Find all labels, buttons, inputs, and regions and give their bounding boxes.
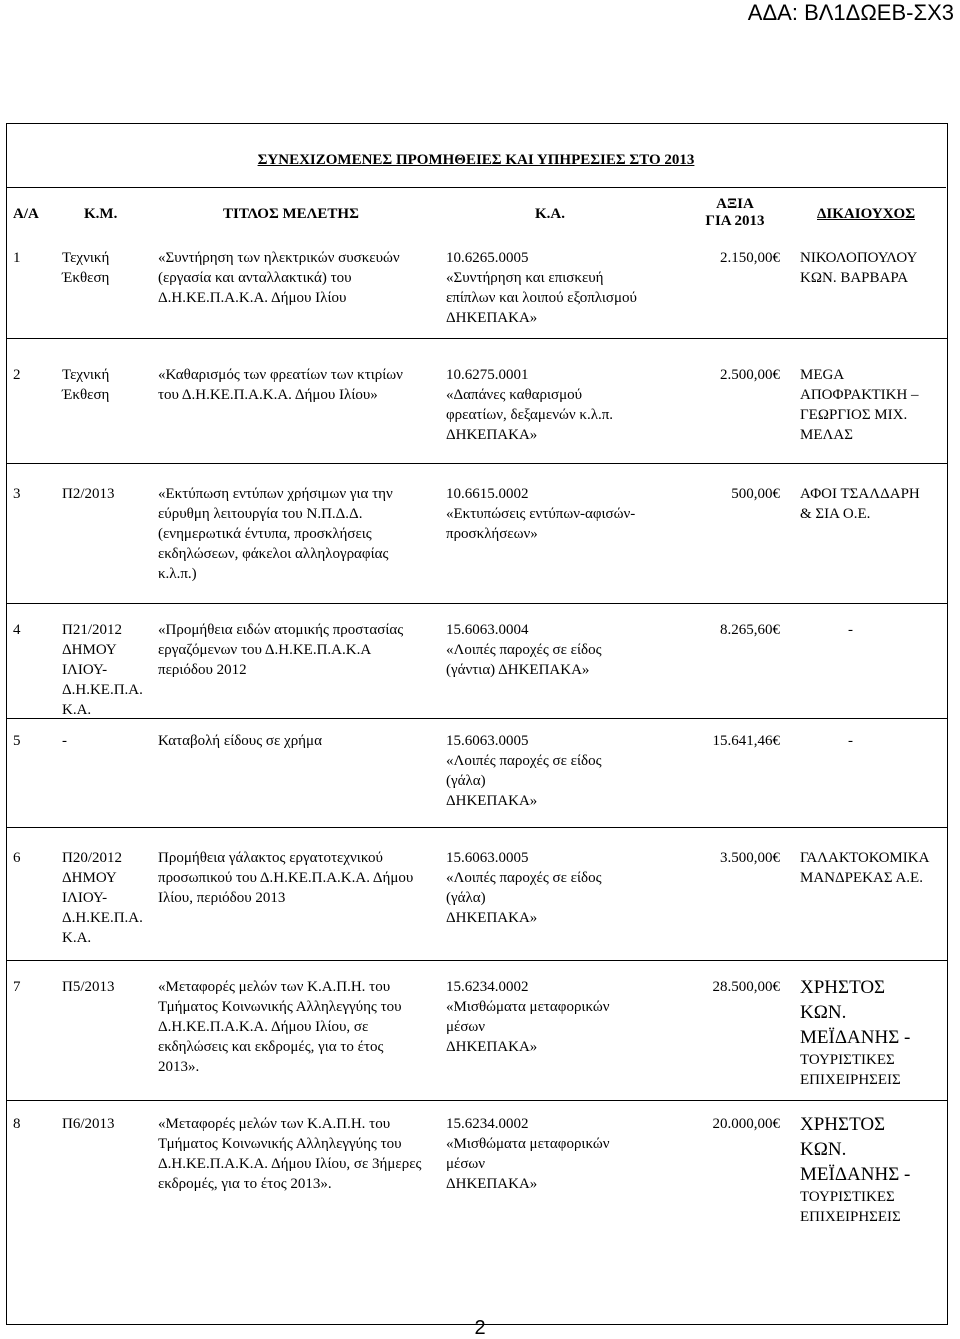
table-title: ΣΥΝΕΧΙΖΟΜΕΝΕΣ ΠΡΟΜΗΘΕΙΕΣ ΚΑΙ ΥΠΗΡΕΣΙΕΣ ΣΤΟ 2013 [257,152,695,168]
title-cell-line: του Δ.Η.ΚΕ.Π.Α.Κ.Α. Δήμου Ιλίου» [158,387,378,403]
title-cell-line: Δ.Η.ΚΕ.Π.Α.Κ.Α. Δήμου Ιλίου, σε 3ήμερες [158,1156,422,1172]
km-cell-line: - [62,733,67,749]
row-number: 1 [13,250,21,266]
ka-cell-line: 15.6234.0002 [446,979,529,995]
km-cell-line: Δ.Η.ΚΕ.Π.Α. [62,910,143,926]
title-cell-line: (ενημερωτικά έντυπα, προσκλήσεις [158,526,372,542]
row-separator [6,603,947,604]
km-cell-line: Κ.Α. [62,702,92,718]
km-cell-line: ΔΗΜΟΥ [62,642,117,658]
ka-cell-line: «Λοιπές παροχές σε είδος [446,870,602,886]
beneficiary-cell-line: ΑΠΟΦΡΑΚΤΙΚΗ – [800,387,919,403]
ka-cell-line: 10.6275.0001 [446,367,529,383]
beneficiary-cell-line: ΝΙΚΟΛΟΠΟΥΛΟΥ [800,250,918,266]
title-cell-line: (εργασία και ανταλλακτικά) του [158,270,352,286]
row-separator [6,960,947,961]
value-cell: 15.641,46€ [712,733,780,749]
title-cell-line: «Προμήθεια ειδών ατομικής προστασίας [158,622,404,638]
title-cell-line: περιόδου 2012 [158,662,247,678]
row-number: 3 [13,486,21,502]
document-id: ΑΔΑ: ΒΛ1ΔΩΕΒ-ΣΧ3 [747,0,954,25]
title-cell-line: εύρυθμη λειτουργία του Ν.Π.Δ.Δ. [158,506,363,522]
ka-cell-line: ΔΗΚΕΠΑΚΑ» [446,427,538,443]
ka-cell-line: 10.6265.0005 [446,250,529,266]
title-cell-line: Προμήθεια γάλακτος εργατοτεχνικού [158,850,383,866]
beneficiary-cell-line: ΧΡΗΣΤΟΣ [800,1114,886,1135]
title-box [6,123,946,188]
beneficiary-cell-line: & ΣΙΑ Ο.Ε. [800,506,871,522]
beneficiary-cell-line: - [848,622,853,638]
title-cell-line: Δ.Η.ΚΕ.Π.Α.Κ.Α. Δήμου Ιλίου, σε [158,1019,369,1035]
title-cell-line: προσωπικού του Δ.Η.ΚΕ.Π.Α.Κ.Α. Δήμου [158,870,414,886]
beneficiary-cell-line: ΓΕΩΡΓΙΟΣ ΜΙΧ. [800,407,908,423]
ka-cell-line: «Λοιπές παροχές σε είδος [446,753,602,769]
beneficiary-cell-line: ΜΑΝΔΡΕΚΑΣ Α.Ε. [800,870,923,886]
beneficiary-cell-line: ΜΕΪΔΑΝΗΣ - [800,1164,911,1185]
km-cell-line: Κ.Α. [62,930,92,946]
title-cell-line: εκδηλώσεις και εκδρομές, για το έτος [158,1039,384,1055]
ka-cell-line: «Μισθώματα μεταφορικών [446,1136,610,1152]
ka-cell-line: ΔΗΚΕΠΑΚΑ» [446,793,538,809]
km-cell-line: Π5/2013 [62,979,115,995]
ka-cell-line: 15.6063.0005 [446,850,529,866]
km-cell-line: Δ.Η.ΚΕ.Π.Α. [62,682,143,698]
title-cell-line: εκδηλώσεων, φάκελοι αλληλογραφίας [158,546,389,562]
title-cell-line: Τμήματος Κοινωνικής Αλληλεγγύης του [158,999,402,1015]
title-cell-line: «Συντήρηση των ηλεκτρικών συσκευών [158,250,400,266]
row-number: 4 [13,622,21,638]
beneficiary-cell-line: ΓΑΛΑΚΤΟΚΟΜΙΚΑ [800,850,930,866]
title-cell-line: Δ.Η.ΚΕ.Π.Α.Κ.Α. Δήμου Ιλίου [158,290,347,306]
header-title: ΤΙΤΛΟΣ ΜΕΛΕΤΗΣ [223,206,359,222]
ka-cell-line: (γάλα) [446,890,486,906]
beneficiary-cell-line: ΤΟΥΡΙΣΤΙΚΕΣ [800,1189,895,1205]
title-cell-line: «Εκτύπωση εντύπων χρήσιμων για την [158,486,393,502]
row-number: 6 [13,850,21,866]
title-cell-line: 2013». [158,1059,200,1075]
header-value-line1: ΑΞΙΑ [716,196,754,212]
value-cell: 8.265,60€ [720,622,780,638]
title-cell-line: «Μεταφορές μελών των Κ.Α.Π.Η. του [158,1116,391,1132]
km-cell-line: Π6/2013 [62,1116,115,1132]
value-cell: 500,00€ [731,486,780,502]
ka-cell-line: ΔΗΚΕΠΑΚΑ» [446,910,538,926]
ka-cell-line: επίπλων και λοιπού εξοπλισμού [446,290,637,306]
ka-cell-line: «Δαπάνες καθαρισμού [446,387,583,403]
row-separator [6,1100,947,1101]
km-cell-line: Τεχνική [62,250,110,266]
title-cell-line: «Μεταφορές μελών των Κ.Α.Π.Η. του [158,979,391,995]
ka-cell-line: «Λοιπές παροχές σε είδος [446,642,602,658]
title-cell-line: «Καθαρισμός των φρεατίων των κτιρίων [158,367,403,383]
value-cell: 28.500,00€ [712,979,780,995]
value-cell: 2.150,00€ [720,250,780,266]
beneficiary-cell-line: ΑΦΟΙ ΤΣΑΛΔΑΡΗ [800,486,920,502]
title-cell-line: εργαζόμενων του Δ.Η.ΚΕ.Π.Α.Κ.Α [158,642,372,658]
title-cell-line: Τμήματος Κοινωνικής Αλληλεγγύης του [158,1136,402,1152]
title-cell-line: Καταβολή είδους σε χρήμα [158,733,322,749]
header-ka: Κ.Α. [535,206,565,222]
beneficiary-cell-line: MEGA [800,367,845,383]
beneficiary-cell-line: ΧΡΗΣΤΟΣ [800,977,886,998]
ka-cell-line: «Μισθώματα μεταφορικών [446,999,610,1015]
value-cell: 3.500,00€ [720,850,780,866]
ka-cell-line: «Εκτυπώσεις εντύπων-αφισών- [446,506,636,522]
row-separator [6,718,947,719]
km-cell-line: ΙΛΙΟΥ- [62,662,108,678]
beneficiary-cell-line: ΚΩΝ. ΒΑΡΒΑΡΑ [800,270,909,286]
row-separator [6,463,947,464]
ka-cell-line: 15.6234.0002 [446,1116,529,1132]
row-number: 7 [13,979,21,995]
ka-cell-line: προσκλήσεων» [446,526,538,542]
title-cell-line: εκδρομές, για το έτος 2013». [158,1176,332,1192]
beneficiary-cell-line: ΚΩΝ. [800,1139,847,1160]
value-cell: 20.000,00€ [712,1116,780,1132]
km-cell-line: Π20/2012 [62,850,122,866]
title-cell-line: Ιλίου, περιόδου 2013 [158,890,286,906]
beneficiary-cell-line: ΜΕΛΑΣ [800,427,853,443]
ka-cell-line: ΔΗΚΕΠΑΚΑ» [446,310,538,326]
header-beneficiary: ΔΙΚΑΙΟΥΧΟΣ [817,206,915,222]
km-cell-line: Έκθεση [62,270,110,286]
ka-cell-line: φρεατίων, δεξαμενών κ.λ.π. [446,407,614,423]
beneficiary-cell-line: ΕΠΙΧΕΙΡΗΣΕΙΣ [800,1209,901,1225]
km-cell-line: Έκθεση [62,387,110,403]
title-cell-line: κ.λ.π.) [158,566,197,582]
beneficiary-cell-line: - [848,733,853,749]
km-cell-line: Π2/2013 [62,486,115,502]
ka-cell-line: ΔΗΚΕΠΑΚΑ» [446,1176,538,1192]
beneficiary-cell-line: ΚΩΝ. [800,1002,847,1023]
ka-cell-line: μέσων [446,1019,486,1035]
km-cell-line: Τεχνική [62,367,110,383]
header-value-line2: ΓΙΑ 2013 [705,213,765,229]
km-cell-line: Π21/2012 [62,622,122,638]
page-number: 2 [474,1317,486,1339]
row-separator [6,338,947,339]
ka-cell-line: 15.6063.0005 [446,733,529,749]
ka-cell-line: (γάντια) ΔΗΚΕΠΑΚΑ» [446,662,590,678]
ka-cell-line: «Συντήρηση και επισκευή [446,270,604,286]
km-cell-line: ΔΗΜΟΥ [62,870,117,886]
km-cell-line: ΙΛΙΟΥ- [62,890,108,906]
row-number: 5 [13,733,21,749]
ka-cell-line: 10.6615.0002 [446,486,529,502]
header-aa: Α/Α [13,206,39,222]
row-number: 8 [13,1116,21,1132]
header-km: Κ.Μ. [84,206,118,222]
ka-cell-line: μέσων [446,1156,486,1172]
ka-cell-line: ΔΗΚΕΠΑΚΑ» [446,1039,538,1055]
beneficiary-cell-line: ΤΟΥΡΙΣΤΙΚΕΣ [800,1052,895,1068]
ka-cell-line: 15.6063.0004 [446,622,529,638]
row-separator [6,827,947,828]
value-cell: 2.500,00€ [720,367,780,383]
ka-cell-line: (γάλα) [446,773,486,789]
beneficiary-cell-line: ΕΠΙΧΕΙΡΗΣΕΙΣ [800,1072,901,1088]
row-number: 2 [13,367,21,383]
beneficiary-cell-line: ΜΕΪΔΑΝΗΣ - [800,1027,911,1048]
